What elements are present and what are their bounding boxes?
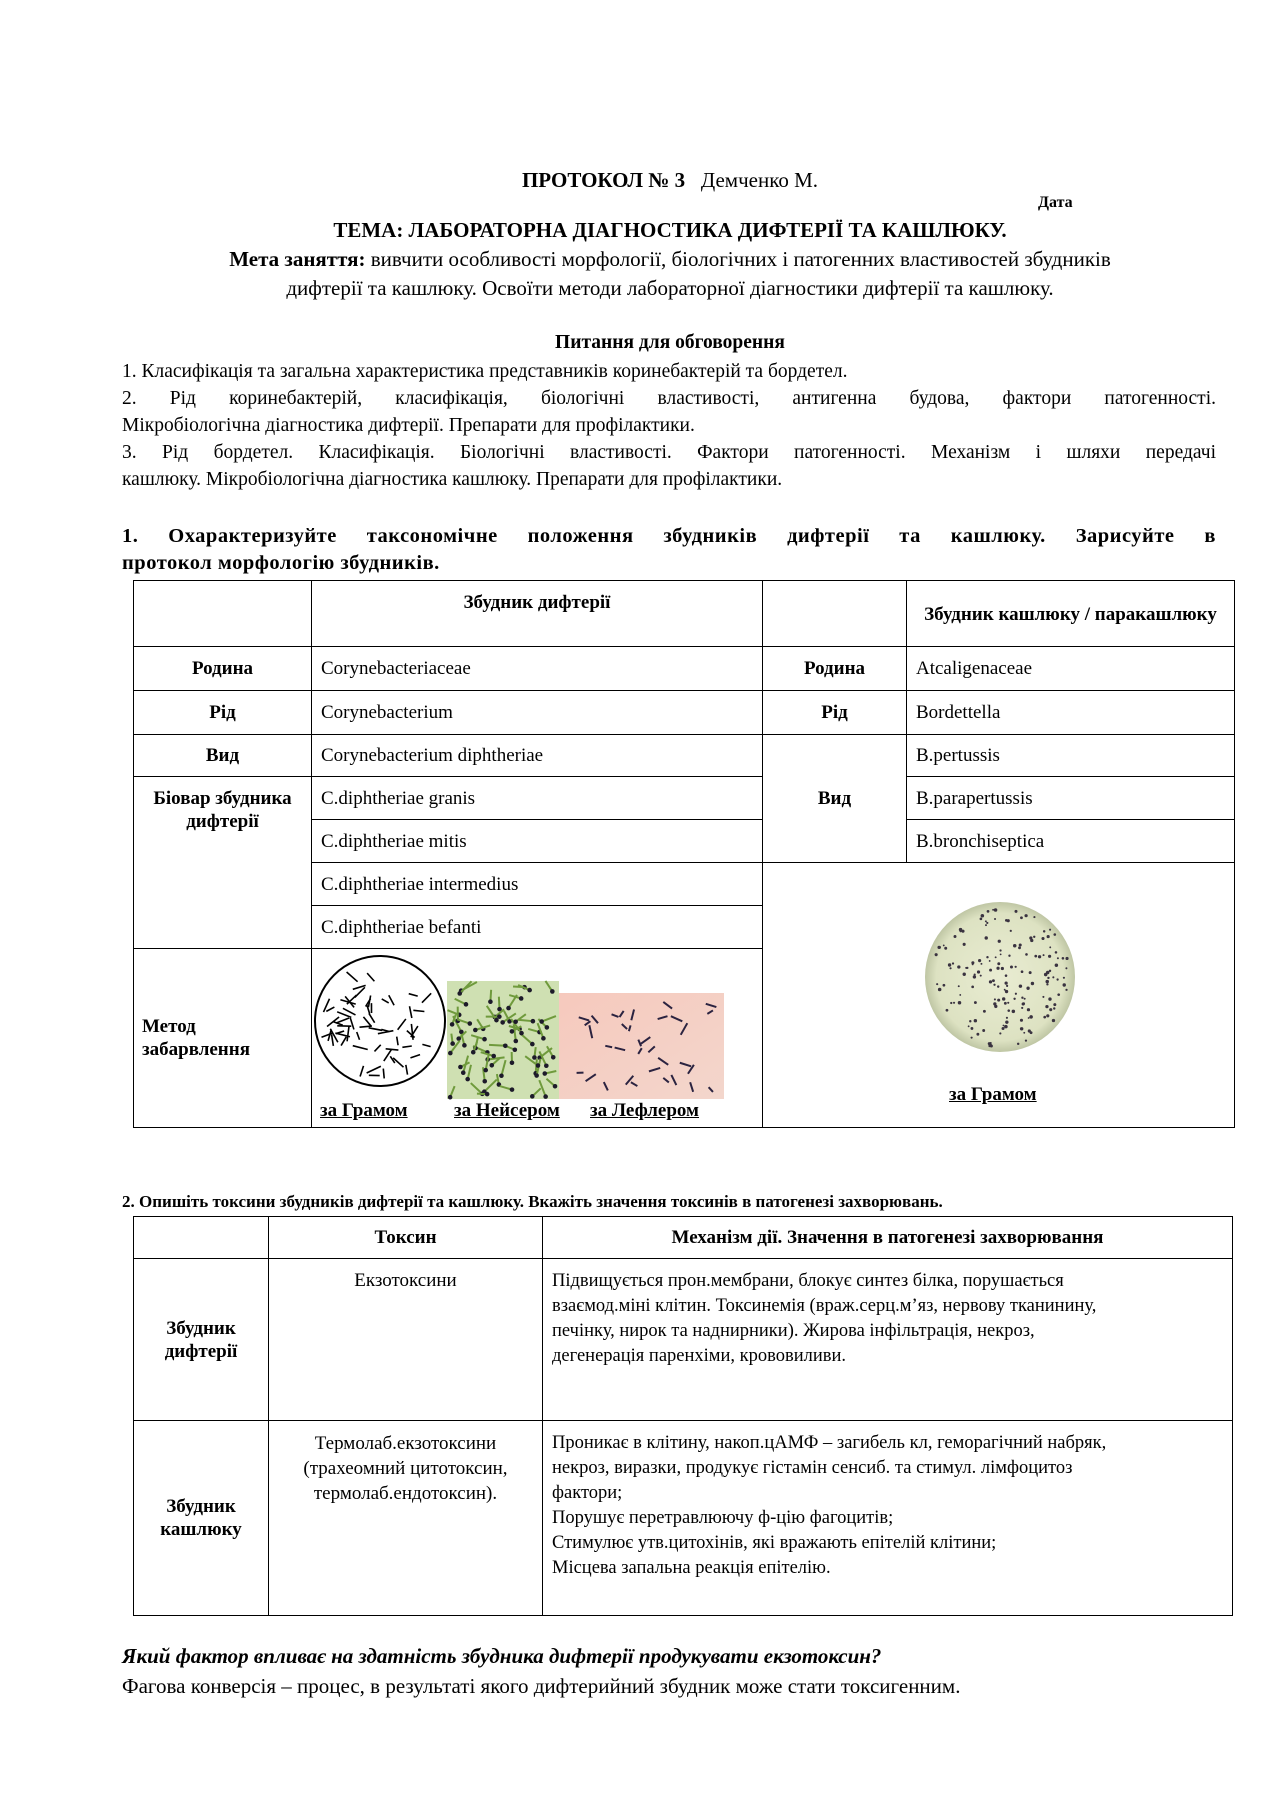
coccobacillus [1053,933,1056,936]
coccobacillus [1062,957,1065,960]
goal-text-1: вивчити особливості морфології, біологічних і патогенних властивостей збудників [370,247,1111,271]
coccobacillus [1063,977,1065,979]
coccobacillus [980,918,983,921]
volutin-granule [530,1094,535,1099]
coccobacillus [1008,955,1010,957]
coccobacillus [1042,996,1044,998]
coccobacillus [1048,955,1051,958]
genus-diphtheria: Corynebacterium [312,691,763,735]
coccobacillus [943,944,945,946]
volutin-granule [457,991,462,996]
volutin-granule [482,1079,487,1084]
volutin-granule [513,1020,518,1025]
coccobacillus [969,1020,971,1022]
coccobacillus [1022,1002,1025,1005]
coccobacillus [998,940,1001,943]
rod [359,1026,371,1027]
coccobacillus [1047,977,1049,979]
coccobacillus [996,967,999,970]
coccobacillus [936,983,938,985]
coccobacillus [1004,1025,1008,1029]
mechanism-line: печінку, нирок та наднирники). Жирова інфільтрація, некроз, [552,1321,1035,1341]
volutin-granule [534,1074,539,1079]
coccobacillus [980,963,982,965]
coccobacillus [1057,957,1059,959]
coccobacillus [1029,971,1032,974]
volutin-granule [506,1006,511,1011]
coccobacillus [1065,989,1067,991]
diphtheria-stain-cell [312,949,763,1128]
coccobacillus [993,1002,996,1005]
stain-label-gram: за Грамом [320,1100,408,1122]
species-label-pertussis: Вид [763,735,907,863]
coccobacillus [1013,998,1015,1000]
coccobacillus [997,985,999,987]
coccobacillus [1005,981,1008,984]
coccobacillus [958,1001,961,1004]
mechanism-line: фактори; [552,1483,623,1503]
coccobacillus [1065,967,1067,969]
volutin-granule [483,1068,488,1073]
header-mechanism: Механізм дії. Значення в патогенезі захворювання [543,1217,1233,1259]
final-question: Який фактор впливає на здатність збудника дифтерії продукувати екзотоксин? [122,1644,882,1668]
volutin-granule [510,1061,515,1066]
coccobacillus [1007,1009,1010,1012]
coccobacillus [971,986,974,989]
coccobacillus [1020,916,1023,919]
coccobacillus [944,947,947,950]
coccobacillus [968,1025,970,1027]
coccobacillus [1023,1032,1025,1034]
coccobacillus [1029,1030,1031,1032]
stain-method-label: Метод забарвлення [134,949,312,1128]
family-label: Родина [134,647,312,691]
volutin-granule [503,1044,508,1049]
coccobacillus [1046,1014,1049,1017]
volutin-granule [541,1036,546,1041]
species-pertussis: B.pertussis [907,735,1235,777]
biovar-cell: C.diphtheriae intermedius [312,863,763,906]
coccobacillus [1004,989,1006,991]
coccobacillus [1029,1015,1033,1019]
coccobacillus [978,959,981,962]
coccobacillus [950,1002,952,1004]
coccobacillus [963,973,966,976]
volutin-granule [542,1072,547,1077]
coccobacillus [974,1019,977,1022]
stain-label-loeffler: за Лефлером [590,1100,699,1122]
mechanism-diphtheria [543,1259,1233,1421]
volutin-granule [539,1020,544,1025]
volutin-granule [461,1071,466,1076]
coccobacillus [1025,1040,1027,1042]
questions-title: Питання для обговорення [555,332,785,353]
volutin-granule [494,1018,499,1023]
header-toxin: Токсин [269,1217,543,1259]
goal-line-2: дифтерії та кашлюку. Освоїти методи лабораторної діагностики дифтерії та кашлюку. [286,276,1054,300]
question-line: 2. Рід коринебактерій, класифікація, біологічні властивості, антигенна будова, фактори патогенності. [122,388,1216,409]
corner-cell [763,581,907,647]
question-line: кашлюку. Мікробіологічна діагностика кашлюку. Препарати для профілактики. [122,469,783,490]
volutin-granule [497,1015,502,1020]
mechanism-line: Підвищується прон.мембрани, блокує синтез білка, порушається [552,1271,1064,1291]
row-label-diphtheria: Збудник дифтерії [134,1259,269,1421]
coccobacillus [1010,930,1012,932]
coccobacillus [1045,1005,1048,1008]
species-label: Вид [134,735,312,777]
header-pertussis: Збудник кашлюку / паракашлюку [907,581,1235,647]
question-line: 1. Класифікація та загальна характеристика представників коринебактерій та бордетел. [122,361,848,382]
coccobacillus [959,994,961,996]
coccobacillus [997,999,1000,1002]
coccobacillus [1049,946,1051,948]
coccobacillus [994,908,998,912]
coccobacillus [1007,1002,1009,1004]
taxonomy-table [133,580,1235,1128]
coccobacillus [981,914,985,918]
coccobacillus [989,980,992,983]
coccobacillus [1002,997,1005,1000]
coccobacillus [1038,955,1041,958]
coccobacillus [1021,997,1023,999]
coccobacillus [1006,985,1008,987]
coccobacillus [1055,951,1058,954]
volutin-granule [450,1022,455,1027]
volutin-granule [499,1074,504,1079]
coccobacillus [1015,993,1017,995]
coccobacillus [1043,930,1045,932]
coccobacillus [1049,1008,1052,1011]
volutin-granule [488,1000,493,1005]
task1-heading: 1. Охарактеризуйте таксономічне положення збудників дифтерії та кашлюку. Зарисуйте в [122,525,1216,547]
genus-label-pertussis: Рід [763,691,907,735]
pertussis-stain-cell [763,863,1235,1128]
coccobacillus [1026,987,1029,990]
volutin-granule [545,1025,550,1030]
species-diphtheria: Corynebacterium diphtheriae [312,735,763,777]
family-label-pertussis: Родина [763,647,907,691]
biovar-cell: C.diphtheriae granis [312,777,763,820]
volutin-granule [464,1002,469,1007]
coccobacillus [959,930,961,932]
coccobacillus [935,953,938,956]
coccobacillus [1001,967,1004,970]
coccobacillus [1017,1043,1019,1045]
family-pertussis: Atcaligenaceae [907,647,1235,691]
volutin-granule [550,989,555,994]
question-line: 3. Рід бордетел. Класифікація. Біологічні властивості. Фактори патогенності. Механізм і шляхи передачі [122,442,1216,463]
task1-heading-cont: протокол морфологію збудників. [122,552,440,574]
volutin-granule [553,1084,558,1089]
coccobacillus [954,935,957,938]
coccobacillus [1048,997,1051,1000]
volutin-granule [448,1095,453,1100]
coccobacillus [985,924,987,926]
rod [383,1069,384,1079]
coccobacillus [1056,978,1058,980]
coccobacillus [938,946,941,949]
coccobacillus [1015,966,1017,968]
coccobacillus [983,1010,986,1013]
coccobacillus [986,956,988,958]
coccobacillus [943,984,946,987]
volutin-granule [500,1020,505,1025]
coccobacillus [972,963,974,965]
biovar-cell: C.diphtheriae mitis [312,820,763,863]
coccobacillus [1033,936,1035,938]
toxin-diphtheria: Екзотоксини [269,1259,543,1421]
volutin-granule [536,1064,541,1069]
author-name: Демченко М. [700,168,819,192]
coccobacillus [1045,980,1048,983]
coccobacillus [1034,955,1037,958]
final-answer: Фагова конверсія – процес, в результаті якого дифтерийний збудник може стати токсигенним. [122,1674,961,1698]
coccobacillus [1018,946,1021,949]
coccobacillus [989,969,992,972]
volutin-granule [514,1039,519,1044]
coccobacillus [1065,957,1068,960]
coccobacillus [997,962,1000,965]
stain-label-neisser: за Нейсером [454,1100,560,1122]
goal-label: Мета заняття: [229,247,366,271]
coccobacillus [1052,976,1054,978]
coccobacillus [1063,983,1066,986]
coccobacillus [952,962,954,964]
volutin-granule [471,1050,476,1055]
volutin-granule [458,1065,463,1070]
coccobacillus [974,974,976,976]
coccobacillus [1003,1025,1005,1027]
topic-heading: ТЕМА: ЛАБОРАТОРНА ДІАГНОСТИКА ДИФТЕРІЇ ТА КАШЛЮКУ. [333,218,1007,242]
coccobacillus [1005,919,1008,922]
volutin-granule [489,1063,494,1068]
volutin-granule [462,1043,467,1048]
coccobacillus [1019,943,1022,946]
coccobacillus [948,963,951,966]
coccobacillus [1055,964,1058,967]
coccobacillus [1041,937,1044,940]
mechanism-line: взаємод.міні клітин. Токсинемія (враж.серц.м’яз, нервову тканинину, [552,1296,1097,1316]
coccobacillus [953,1002,955,1004]
genus-label: Рід [134,691,312,735]
coccobacillus [1053,1007,1055,1009]
corner-cell [134,581,312,647]
coccobacillus [992,909,994,911]
volutin-granule [473,1028,478,1033]
volutin-granule [465,1077,470,1082]
volutin-granule [519,1031,524,1036]
coccobacillus [1030,939,1033,942]
coccobacillus [1019,984,1022,987]
volutin-granule [532,1056,537,1061]
coccobacillus [994,998,996,1000]
volutin-granule [491,1054,496,1059]
coccobacillus [971,1027,974,1030]
coccobacillus [1013,944,1016,947]
volutin-granule [450,1042,455,1047]
species-pertussis: B.bronchiseptica [907,820,1235,863]
volutin-granule [544,1064,549,1069]
coccobacillus [992,979,995,982]
coccobacillus [957,965,960,968]
coccobacillus [1021,970,1024,973]
coccobacillus [1024,998,1026,1000]
genus-pertussis: Bordettella [907,691,1235,735]
coccobacillus [1012,1010,1015,1013]
coccobacillus [1010,966,1013,969]
coccobacillus [985,936,988,939]
coccobacillus [1027,1008,1030,1011]
volutin-granule [482,1037,487,1042]
question-line: Мікробіологічна діагностика дифтерії. Препарати для профілактики. [122,415,695,436]
coccobacillus [995,956,997,958]
coccobacillus [989,960,991,962]
mechanism-line: Проникає в клітину, накоп.цАМФ – загибель кл, геморагічний набряк, [552,1433,1107,1453]
mechanism-line: Порушує перетравлюючу ф-цію фагоцитів; [552,1508,894,1528]
coccobacillus [1053,1003,1056,1006]
family-diphtheria: Corynebacteriaceae [312,647,763,691]
coccobacillus [985,920,987,922]
coccobacillus [976,1033,979,1036]
coccobacillus [938,988,942,992]
task2-heading: 2. Опишіть токсини збудників дифтерії та кашлюку. Вкажіть значення токсинів в патогенезі захворювань. [122,1192,943,1211]
coccobacillus [965,967,967,969]
coccobacillus [1043,1016,1046,1019]
volutin-granule [527,988,532,993]
mechanism-line: некроз, виразки, продукує гістамін сенсиб. та стимул. лімфоцитоз [552,1458,1073,1478]
protocol-number: ПРОТОКОЛ № 3 [521,168,686,192]
coccobacillus [1033,916,1035,918]
volutin-granule [448,1051,453,1056]
coccobacillus [1049,929,1051,931]
coccobacillus [1000,953,1002,955]
coccobacillus [973,975,976,978]
mechanism-line: Місцева запальна реакція епітелію. [552,1558,831,1578]
coccobacillus [987,910,990,913]
coccobacillus [994,918,996,920]
coccobacillus [974,1001,977,1004]
volutin-granule [519,996,524,1001]
stain-label-pertussis: за Грамом [949,1084,1037,1105]
toxin-table [133,1216,1233,1616]
coccobacillus [1020,1019,1023,1022]
volutin-granule [531,1019,536,1024]
volutin-granule [456,1037,461,1042]
toxin-pertussis: Термолаб.екзотоксини (трахеомний цитотоксин, термолаб.ендотоксин). [269,1421,543,1616]
coccobacillus [1024,914,1027,917]
biovar-label: Біовар збудника дифтерії [134,777,312,949]
coccobacillus [982,1029,985,1032]
mechanism-pertussis [543,1421,1233,1616]
rod [605,1046,612,1047]
coccobacillus [1006,1017,1008,1019]
coccobacillus [949,967,951,969]
coccobacillus [1052,1019,1055,1022]
coccobacillus [1043,954,1045,956]
goal-line-1 [0,247,1280,272]
volutin-granule [468,1022,473,1027]
coccobacillus [999,949,1001,951]
coccobacillus [1047,935,1050,938]
volutin-granule [513,1048,518,1053]
protocol-title [0,168,1280,193]
coccobacillus [1021,1007,1023,1009]
volutin-granule [485,1092,490,1097]
coccobacillus [1046,983,1048,985]
coccobacillus [990,1042,992,1044]
coccobacillus [1049,970,1051,972]
coccobacillus [963,943,966,946]
volutin-granule [551,1055,556,1060]
coccobacillus [1014,910,1017,913]
coccobacillus [1031,982,1034,985]
coccobacillus [1005,974,1008,977]
coccobacillus [999,1032,1001,1034]
coccobacillus [1025,953,1028,956]
coccobacillus [1004,1002,1007,1005]
coccobacillus [971,1037,973,1039]
coccobacillus [1028,1017,1030,1019]
coccobacillus [980,975,982,977]
coccobacillus [1020,1027,1023,1030]
coccobacillus [1057,993,1060,996]
volutin-granule [510,1029,515,1034]
coccobacillus [946,1009,949,1012]
coccobacillus [1005,1020,1008,1023]
corner-cell [134,1217,269,1259]
rod [489,1045,505,1046]
mechanism-line: дегенерація паренхіми, крововиливи. [552,1346,847,1366]
row-label-pertussis: Збудник кашлюку [134,1421,269,1616]
coccobacillus [977,970,980,973]
coccobacillus [1002,1027,1005,1030]
volutin-granule [510,1088,515,1093]
volutin-granule [530,1042,535,1047]
date-label: Дата [1038,194,1073,211]
header-diphtheria: Збудник дифтерії [312,581,763,647]
mechanism-line: Стимулює утв.цитохінів, які вражають епітелій клітини; [552,1533,997,1553]
biovar-cell: C.diphtheriae befanti [312,906,763,949]
species-pertussis: B.parapertussis [907,777,1235,820]
coccobacillus [958,985,960,987]
coccobacillus [990,1044,993,1047]
coccobacillus [986,922,988,924]
coccobacillus [993,984,995,986]
